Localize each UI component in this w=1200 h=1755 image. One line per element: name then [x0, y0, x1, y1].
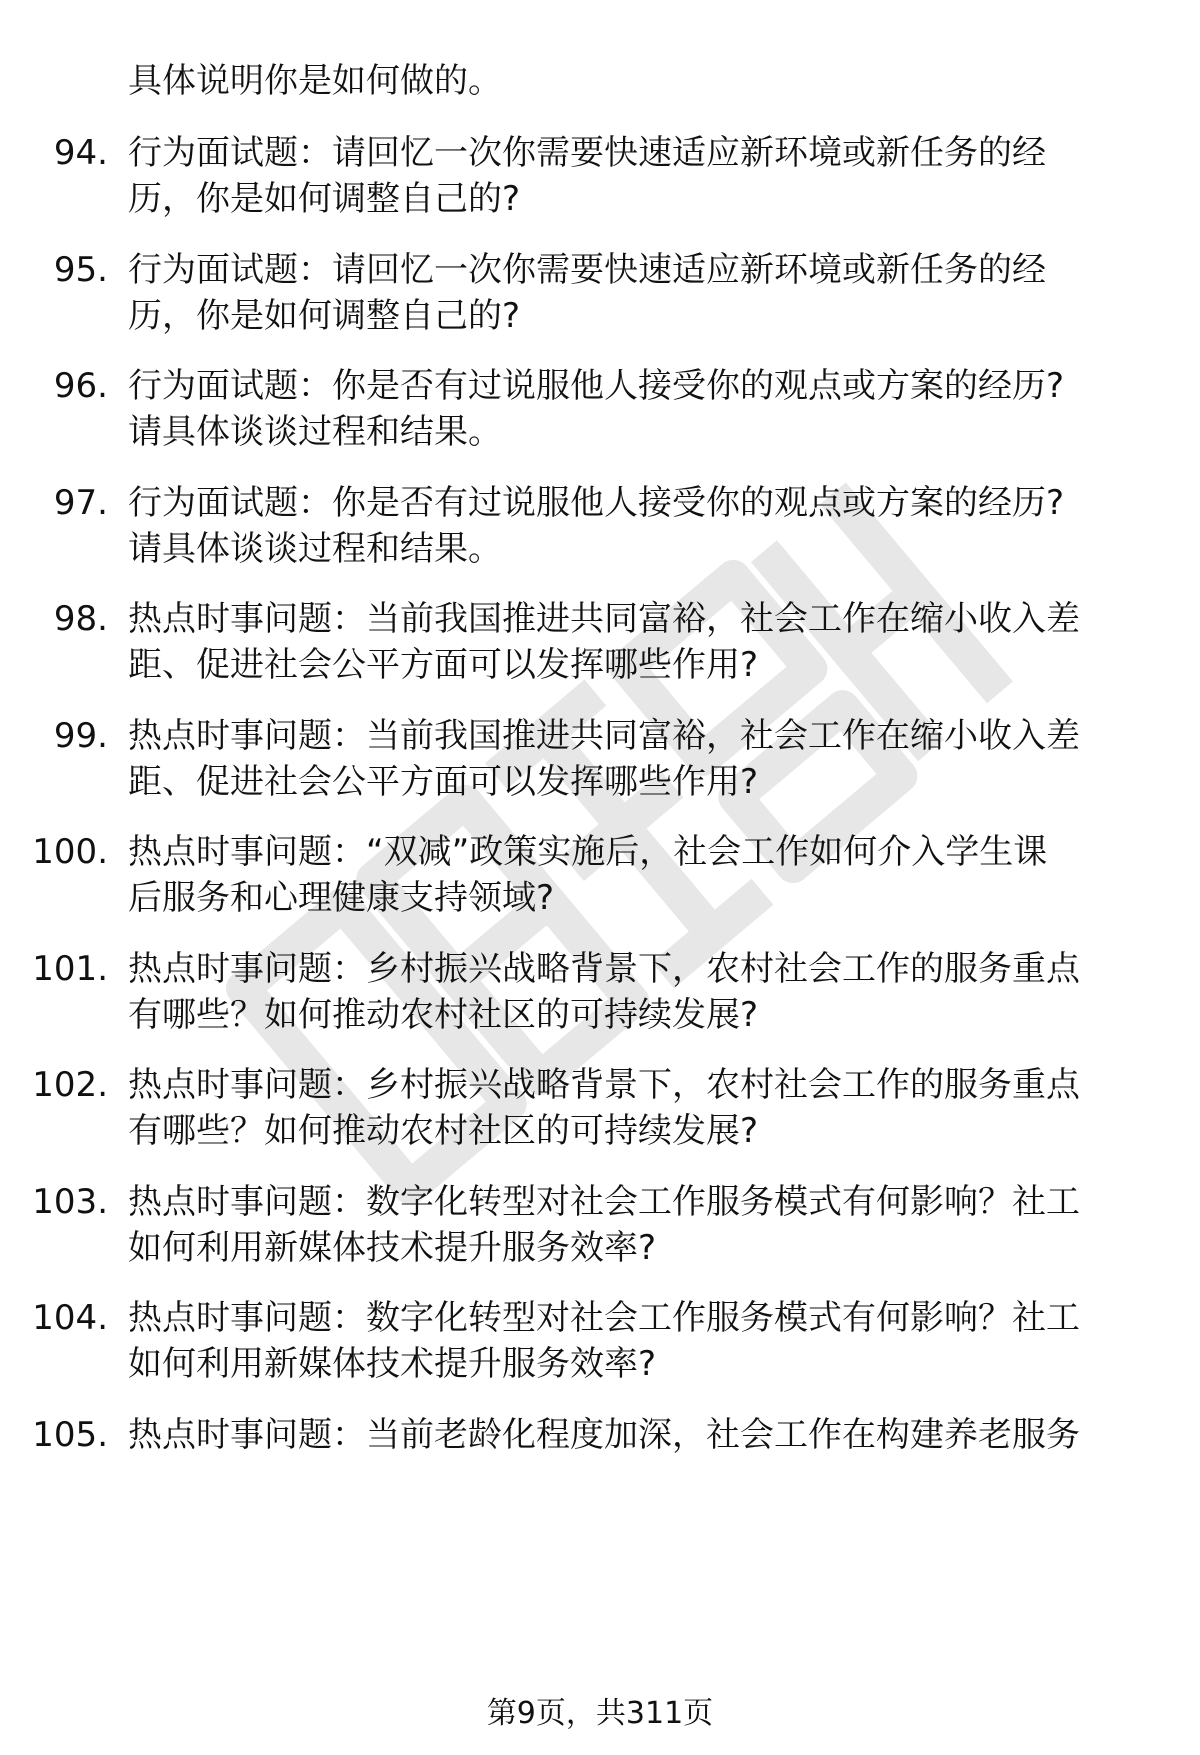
question-text-line: 热点时事问题：当前老龄化程度加深，社会工作在构建养老服务	[128, 1415, 1080, 1455]
question-text-line: 热点时事问题：“双减”政策实施后，社会工作如何介入学生课	[128, 832, 1048, 872]
question-item	[0, 1295, 1200, 1395]
question-text-line: 请具体谈谈过程和结果。	[128, 412, 502, 452]
question-text	[128, 946, 1148, 1038]
question-text-line: 后服务和心理健康支持领域?	[128, 878, 555, 918]
question-item	[0, 480, 1200, 580]
question-text	[128, 130, 1148, 222]
question-number: 98.	[53, 599, 108, 639]
question-text-line: 如何利用新媒体技术提升服务效率?	[128, 1344, 657, 1384]
question-text-line: 热点时事问题：数字化转型对社会工作服务模式有何影响？社工	[128, 1298, 1080, 1338]
question-item	[0, 130, 1200, 230]
question-text-line: 有哪些？如何推动农村社区的可持续发展?	[128, 995, 759, 1035]
question-item	[0, 596, 1200, 696]
question-text	[128, 247, 1148, 339]
question-text-line: 距、促进社会公平方面可以发挥哪些作用?	[128, 645, 759, 685]
question-number: 96.	[53, 366, 108, 406]
question-text	[128, 363, 1148, 455]
question-number: 102.	[32, 1065, 108, 1105]
question-item	[0, 1179, 1200, 1279]
question-text-line: 距、促进社会公平方面可以发挥哪些作用?	[128, 762, 759, 802]
question-text	[128, 829, 1148, 921]
question-number: 99.	[53, 716, 108, 756]
question-text-line: 有哪些？如何推动农村社区的可持续发展?	[128, 1111, 759, 1151]
question-text-line: 热点时事问题：乡村振兴战略背景下，农村社会工作的服务重点	[128, 949, 1080, 989]
question-number: 103.	[32, 1182, 108, 1222]
question-text-line: 历，你是如何调整自己的?	[128, 296, 521, 336]
question-item	[0, 829, 1200, 929]
question-text	[128, 713, 1148, 805]
question-text-line: 行为面试题：你是否有过说服他人接受你的观点或方案的经历?	[128, 366, 1065, 406]
question-text-line: 热点时事问题：当前我国推进共同富裕，社会工作在缩小收入差	[128, 599, 1080, 639]
question-text-line: 热点时事问题：当前我国推进共同富裕，社会工作在缩小收入差	[128, 716, 1080, 756]
question-number: 97.	[53, 483, 108, 523]
question-item	[0, 1062, 1200, 1162]
question-text-line: 热点时事问题：数字化转型对社会工作服务模式有何影响？社工	[128, 1182, 1080, 1222]
question-text-line: 行为面试题：请回忆一次你需要快速适应新环境或新任务的经	[128, 133, 1046, 173]
continued-text-line: 具体说明你是如何做的。	[128, 61, 502, 101]
question-text	[128, 1295, 1148, 1387]
question-text	[128, 1062, 1148, 1154]
page-footer: 第9页，共311页	[486, 1696, 714, 1731]
question-text-line: 行为面试题：你是否有过说服他人接受你的观点或方案的经历?	[128, 483, 1065, 523]
question-text-line: 如何利用新媒体技术提升服务效率?	[128, 1228, 657, 1268]
question-number: 94.	[53, 133, 108, 173]
question-text-line: 行为面试题：请回忆一次你需要快速适应新环境或新任务的经	[128, 250, 1046, 290]
question-number: 104.	[32, 1298, 108, 1338]
question-item	[0, 713, 1200, 813]
question-text-line: 热点时事问题：乡村振兴战略背景下，农村社会工作的服务重点	[128, 1065, 1080, 1105]
question-text-line: 历，你是如何调整自己的?	[128, 179, 521, 219]
question-text-line: 请具体谈谈过程和结果。	[128, 529, 502, 569]
question-item	[0, 946, 1200, 1046]
question-item	[0, 247, 1200, 347]
question-text	[128, 596, 1148, 688]
question-text	[128, 480, 1148, 572]
question-item	[0, 363, 1200, 463]
question-text	[128, 1412, 1148, 1458]
question-text	[128, 1179, 1148, 1271]
question-number: 105.	[32, 1415, 108, 1455]
question-number: 100.	[32, 832, 108, 872]
question-number: 95.	[53, 250, 108, 290]
question-number: 101.	[32, 949, 108, 989]
question-item	[0, 1412, 1200, 1512]
